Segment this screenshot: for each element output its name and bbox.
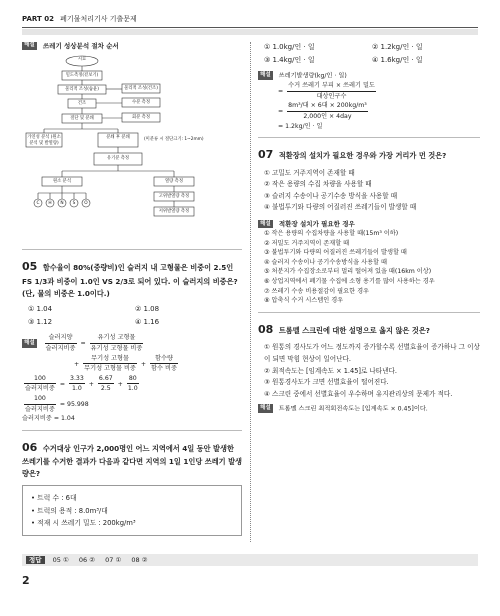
frac-den: 1.0 [71, 385, 82, 393]
choices-05 [22, 304, 242, 327]
frac-den: 슬러지비중 [45, 344, 76, 352]
analysis-flowchart [22, 55, 232, 243]
answer-08: 08 ② [131, 556, 148, 564]
plus-sign: + [117, 380, 123, 388]
question-07 [258, 146, 480, 214]
header-bar [22, 29, 478, 35]
flow-node-ash: 회분 측정 [132, 115, 150, 121]
flow-heading [22, 42, 242, 51]
equals-sign: = [80, 340, 86, 348]
flow-node-dry-composition: 물리적 조성(건조) [124, 86, 158, 92]
choice-1[interactable]: ① 고밀도 거주지역이 존재할 때 [264, 168, 355, 177]
choices-08 [258, 342, 480, 400]
flow-node-grinding: 분쇄 후 분쇄 [106, 135, 130, 141]
explanation-07 [258, 219, 480, 306]
choice-2[interactable]: ② 1.08 [135, 305, 160, 314]
frac-num: 6.67 [98, 374, 114, 385]
list-item: ① 작은 용량의 수집차량을 사용할 때(15m³ 이하) [264, 229, 399, 237]
question-text: 함수율이 80%(중량비)인 슬러지 내 고형물은 비중이 2.5인 FS 1/3과 비중이 1.0인 VS 2/3로 되어 있다. 이 슬러지의 비중은?(단, 물의 비중은 1.0이다.) [22, 263, 238, 298]
answer-bar [22, 554, 478, 566]
frac-den: 무기성 고형물 비중 [84, 365, 136, 373]
flow-leaf-o: O [84, 201, 88, 207]
explanation-tag: 해설 [260, 405, 271, 412]
explanation-tag: 해설 [24, 42, 35, 49]
choice-4[interactable]: ④ 1.6kg/인 · 일 [372, 56, 423, 65]
result-line: = 95.998 [59, 401, 89, 409]
lhs-fraction-2 [24, 394, 56, 414]
choice-1[interactable]: ① 원통의 경사도가 어느 정도까지 증가할수록 선별효율이 증가하나 그 이상이 되면 막힘 현상이 일어난다. [264, 343, 480, 363]
frac-den: 1.0 [127, 385, 138, 393]
question-text: 수거대상 인구가 2,000명인 어느 지역에서 4일 동안 발생한 쓰레기를 수거한 결과가 다음과 같다면 지역의 1일 1인당 쓰레기 발생량은? [22, 443, 242, 478]
choice-2[interactable]: ② 최적속도는 [임계속도 × 1.45]로 나타낸다. [264, 366, 398, 375]
explanation-05 [22, 333, 242, 423]
frac-num: 80 [127, 374, 139, 385]
choice-2[interactable]: ② 작은 용량의 수집 차량을 사용할 때 [264, 180, 372, 189]
flow-note: (미분류 시 절단크기: 1~2mm) [144, 137, 204, 143]
flow-node-density: 밀도측정(겉보기) [65, 73, 99, 79]
section-rule [258, 312, 480, 313]
section-rule [258, 137, 480, 138]
question-number: 05 [22, 260, 38, 274]
choice-3[interactable]: ③ 슬러지 수송이나 공기수송 방식을 사용할 때 [264, 191, 398, 200]
box-line: • 트럭의 용적 : 8.0m³/대 [31, 506, 108, 515]
generation-fraction [287, 81, 376, 101]
data-box [22, 485, 242, 536]
book-title: 폐기물처리기사 기출문제 [60, 15, 137, 23]
part-label: PART 02 [22, 15, 54, 23]
explanation-tag: 해설 [24, 340, 35, 347]
column-divider [250, 42, 251, 542]
flow-title: 쓰레기 성상분석 절차 순서 [42, 42, 119, 50]
section-rule [22, 430, 242, 431]
frac-num: 슬러지양 [45, 333, 77, 344]
question-text: 트롬멜 스크린에 대한 설명으로 옳지 않은 것은? [278, 325, 430, 335]
sludge-fraction [45, 333, 77, 353]
frac-num: 100 [24, 374, 56, 385]
plus-sign: + [88, 380, 94, 388]
lhs-fraction [24, 374, 56, 394]
plus-sign: + [74, 360, 80, 368]
flow-leaf-h: H [48, 201, 52, 207]
choice-3[interactable]: ③ 1.12 [28, 318, 53, 327]
choice-1[interactable]: ① 1.0kg/인 · 일 [264, 43, 315, 51]
question-number: 06 [22, 440, 38, 454]
frac-den: 대상인구수 [316, 92, 347, 100]
question-number: 07 [258, 148, 274, 162]
frac-num: 8m³/대 × 6대 × 200kg/m³ [287, 101, 368, 112]
frac-num: 수거 쓰레기 부피 × 쓰레기 밀도 [287, 81, 376, 92]
flow-node-sample: 시료 [77, 57, 87, 63]
choices-06 [258, 42, 480, 65]
frac-den: 슬러지비중 [25, 405, 55, 413]
frac-den: 2,000인 × 4day [303, 112, 352, 120]
choices-07 [258, 168, 480, 214]
answer-label: 정답 [26, 556, 45, 564]
question-08 [258, 321, 480, 400]
equals-sign: = [278, 108, 284, 116]
exp-result: = 1.2kg/인 · 일 [278, 122, 323, 130]
water-fraction [150, 354, 178, 374]
answer-05: 05 ① [52, 556, 69, 564]
flow-node-hhv: 고위발열량 측정 [158, 194, 190, 200]
explanation-tag: 해설 [260, 72, 271, 79]
explanation-tag: 해설 [260, 220, 271, 227]
flow-node-drying: 건조 [77, 101, 87, 107]
flow-node-calorific: 열량 측정 [165, 179, 183, 185]
final-result: 슬러지비중 = 1.04 [22, 415, 75, 423]
flow-node-combustible: 가연성 분석 (원소분석 및 발열량) [27, 135, 61, 146]
exp-text: 트롬멜 스크린 최적회전속도는 [임계속도 × 0.45]이다. [278, 405, 428, 413]
exp-list [258, 229, 480, 306]
list-item: ⑧ 압축식 수거 시스템인 경우 [264, 297, 344, 305]
answer-06: 06 ② [78, 556, 96, 564]
list-item: ⑤ 처분지가 수집장소로부터 멀리 떨어져 있을 때(16km 이상) [264, 268, 432, 276]
left-column [22, 42, 242, 536]
frac-num: 함수량 [150, 354, 178, 365]
term1 [69, 374, 85, 394]
flow-node-water: 수분 측정 [132, 100, 150, 106]
list-item: ⑥ 상업지역에서 폐기물 수집에 소형 용기를 많이 사용하는 경우 [264, 278, 435, 286]
frac-num: 유기성 고형물 [90, 333, 144, 344]
question-text: 적환장의 설치가 필요한 경우와 가장 거리가 먼 것은? [278, 151, 447, 161]
flow-node-organic: 유기분 측정 [106, 156, 130, 162]
section-rule [22, 249, 242, 250]
choice-3[interactable]: ③ 1.4kg/인 · 일 [264, 56, 315, 65]
plus-sign: + [140, 360, 147, 368]
list-item: ⑦ 쓰레기 수송 비용절감이 필요한 경우 [264, 287, 370, 295]
flow-node-elemental: 원소 분석 [53, 179, 71, 185]
inorganic-fraction [83, 354, 137, 374]
box-line: • 적재 시 쓰레기 밀도 : 200kg/m³ [31, 518, 136, 527]
list-item: ③ 불법투기와 다량의 어질러진 쓰레기들이 발생할 때 [264, 249, 407, 257]
question-05 [22, 258, 242, 327]
equals-sign: = [59, 380, 66, 388]
question-number: 08 [258, 322, 274, 336]
flow-node-cutting: 절단 및 분쇄 [70, 116, 94, 122]
frac-num: 무기성 고형물 [83, 354, 137, 365]
flow-node-lhv: 저위발열량 측정 [158, 209, 190, 215]
flow-leaf-s: S [72, 201, 76, 207]
calc-fraction [287, 101, 368, 121]
answer-07: 07 ① [105, 556, 122, 564]
choice-3[interactable]: ③ 원통경사도가 크면 선별효율이 떨어진다. [264, 378, 389, 387]
flow-leaf-c: C [36, 201, 40, 207]
frac-den: 슬러지비중 [25, 385, 55, 393]
explanation-06 [258, 71, 480, 131]
exp-title: 적환장 설치가 필요한 경우 [278, 219, 355, 228]
flow-leaf-n: N [60, 201, 64, 207]
box-line: • 트럭 수 : 6대 [31, 494, 77, 503]
list-item: ② 저밀도 거주지역이 존재할 때 [264, 239, 350, 247]
term2 [98, 374, 114, 394]
choice-4[interactable]: ④ 스크린 중에서 선별효율이 우수하며 유지관리상의 문제가 적다. [264, 389, 453, 398]
choice-4[interactable]: ④ 불법투기와 다량의 어질러진 쓰레기들이 발생할 때 [264, 203, 417, 212]
term3 [127, 374, 139, 394]
equals-sign: = [278, 88, 284, 96]
flowchart-lines [22, 55, 232, 243]
header-rule [22, 27, 478, 28]
frac-num: 3.33 [69, 374, 85, 385]
right-column [258, 42, 480, 414]
organic-fraction [90, 333, 144, 353]
choice-2[interactable]: ② 1.2kg/인 · 일 [372, 43, 423, 51]
explanation-08 [258, 404, 480, 414]
frac-num: 100 [24, 394, 56, 405]
frac-den: 2.5 [100, 385, 111, 393]
frac-den: 유기성 고형물 비중 [90, 344, 143, 352]
flow-node-wet-composition: 물리적 조성(습윤) [65, 87, 99, 93]
list-item: ④ 슬러지 수송이나 공기수송방식을 사용할 때 [264, 258, 387, 266]
choice-1[interactable]: ① 1.04 [28, 305, 53, 314]
page-header [22, 14, 478, 28]
frac-den: 함수 비중 [151, 365, 177, 373]
page-number: 2 [22, 574, 30, 587]
question-06 [22, 439, 242, 536]
choice-4[interactable]: ④ 1.16 [135, 318, 160, 327]
exp-line: 쓰레기발생량(kg/인 · 일) [278, 72, 347, 80]
